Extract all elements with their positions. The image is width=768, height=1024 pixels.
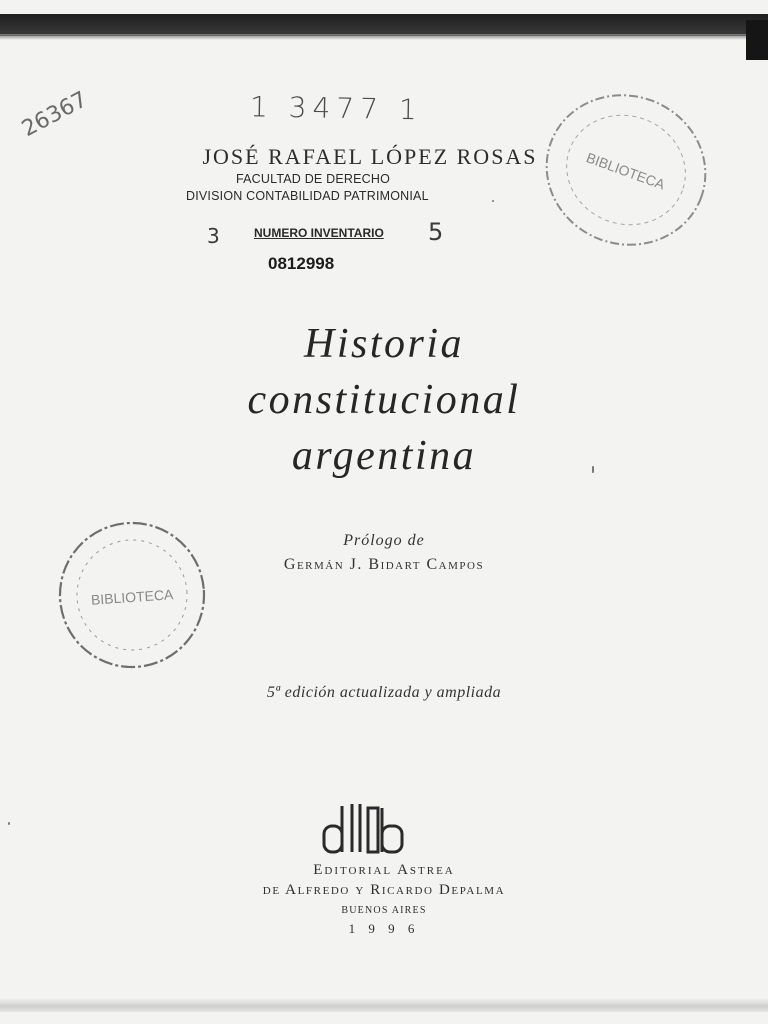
publisher-owners: de Alfredo y Ricardo Depalma (262, 882, 506, 898)
library-seal-right (518, 65, 734, 274)
scan-speck (592, 466, 594, 473)
scan-top-edge (0, 14, 768, 36)
scan-corner-shadow (746, 20, 768, 60)
book-title-line-3: argentina (291, 433, 477, 479)
handwritten-side-number: 26367 (18, 87, 92, 143)
prologue-author: Germán J. Bidart Campos (283, 556, 485, 573)
handwritten-inventory-left: 3 (207, 224, 220, 248)
publisher-city: BUENOS AIRES (341, 905, 427, 916)
stamp-division: DIVISION CONTABILIDAD PATRIMONIAL (186, 189, 429, 203)
stamp-inventory-label: NUMERO INVENTARIO (254, 226, 384, 240)
scan-bottom-edge (0, 998, 768, 1012)
scan-speck (492, 200, 494, 202)
stamp-faculty: FACULTAD DE DERECHO (236, 172, 391, 186)
handwritten-inventory-right: 5 (428, 218, 444, 246)
handwritten-accession-number: 1 3477 1 (249, 90, 423, 127)
publisher-name: Editorial Astrea (313, 862, 455, 878)
seal-right-word: BIBLIOTECA (584, 149, 668, 193)
publisher-logo-icon (320, 800, 410, 862)
edition-note: 5ª edición actualizada y ampliada (266, 684, 502, 701)
prologue-label: Prólogo de (343, 532, 425, 549)
book-title-line-1: Historia (303, 321, 465, 367)
stamp-inventory-number: 0812998 (268, 254, 335, 273)
scan-speck (8, 822, 10, 825)
book-title-line-2: constitucional (247, 377, 521, 423)
author-name: JOSÉ RAFAEL LÓPEZ ROSAS (202, 144, 538, 169)
publication-year: 1 9 9 6 (348, 921, 420, 936)
seal-left-word: BIBLIOTECA (90, 586, 174, 608)
